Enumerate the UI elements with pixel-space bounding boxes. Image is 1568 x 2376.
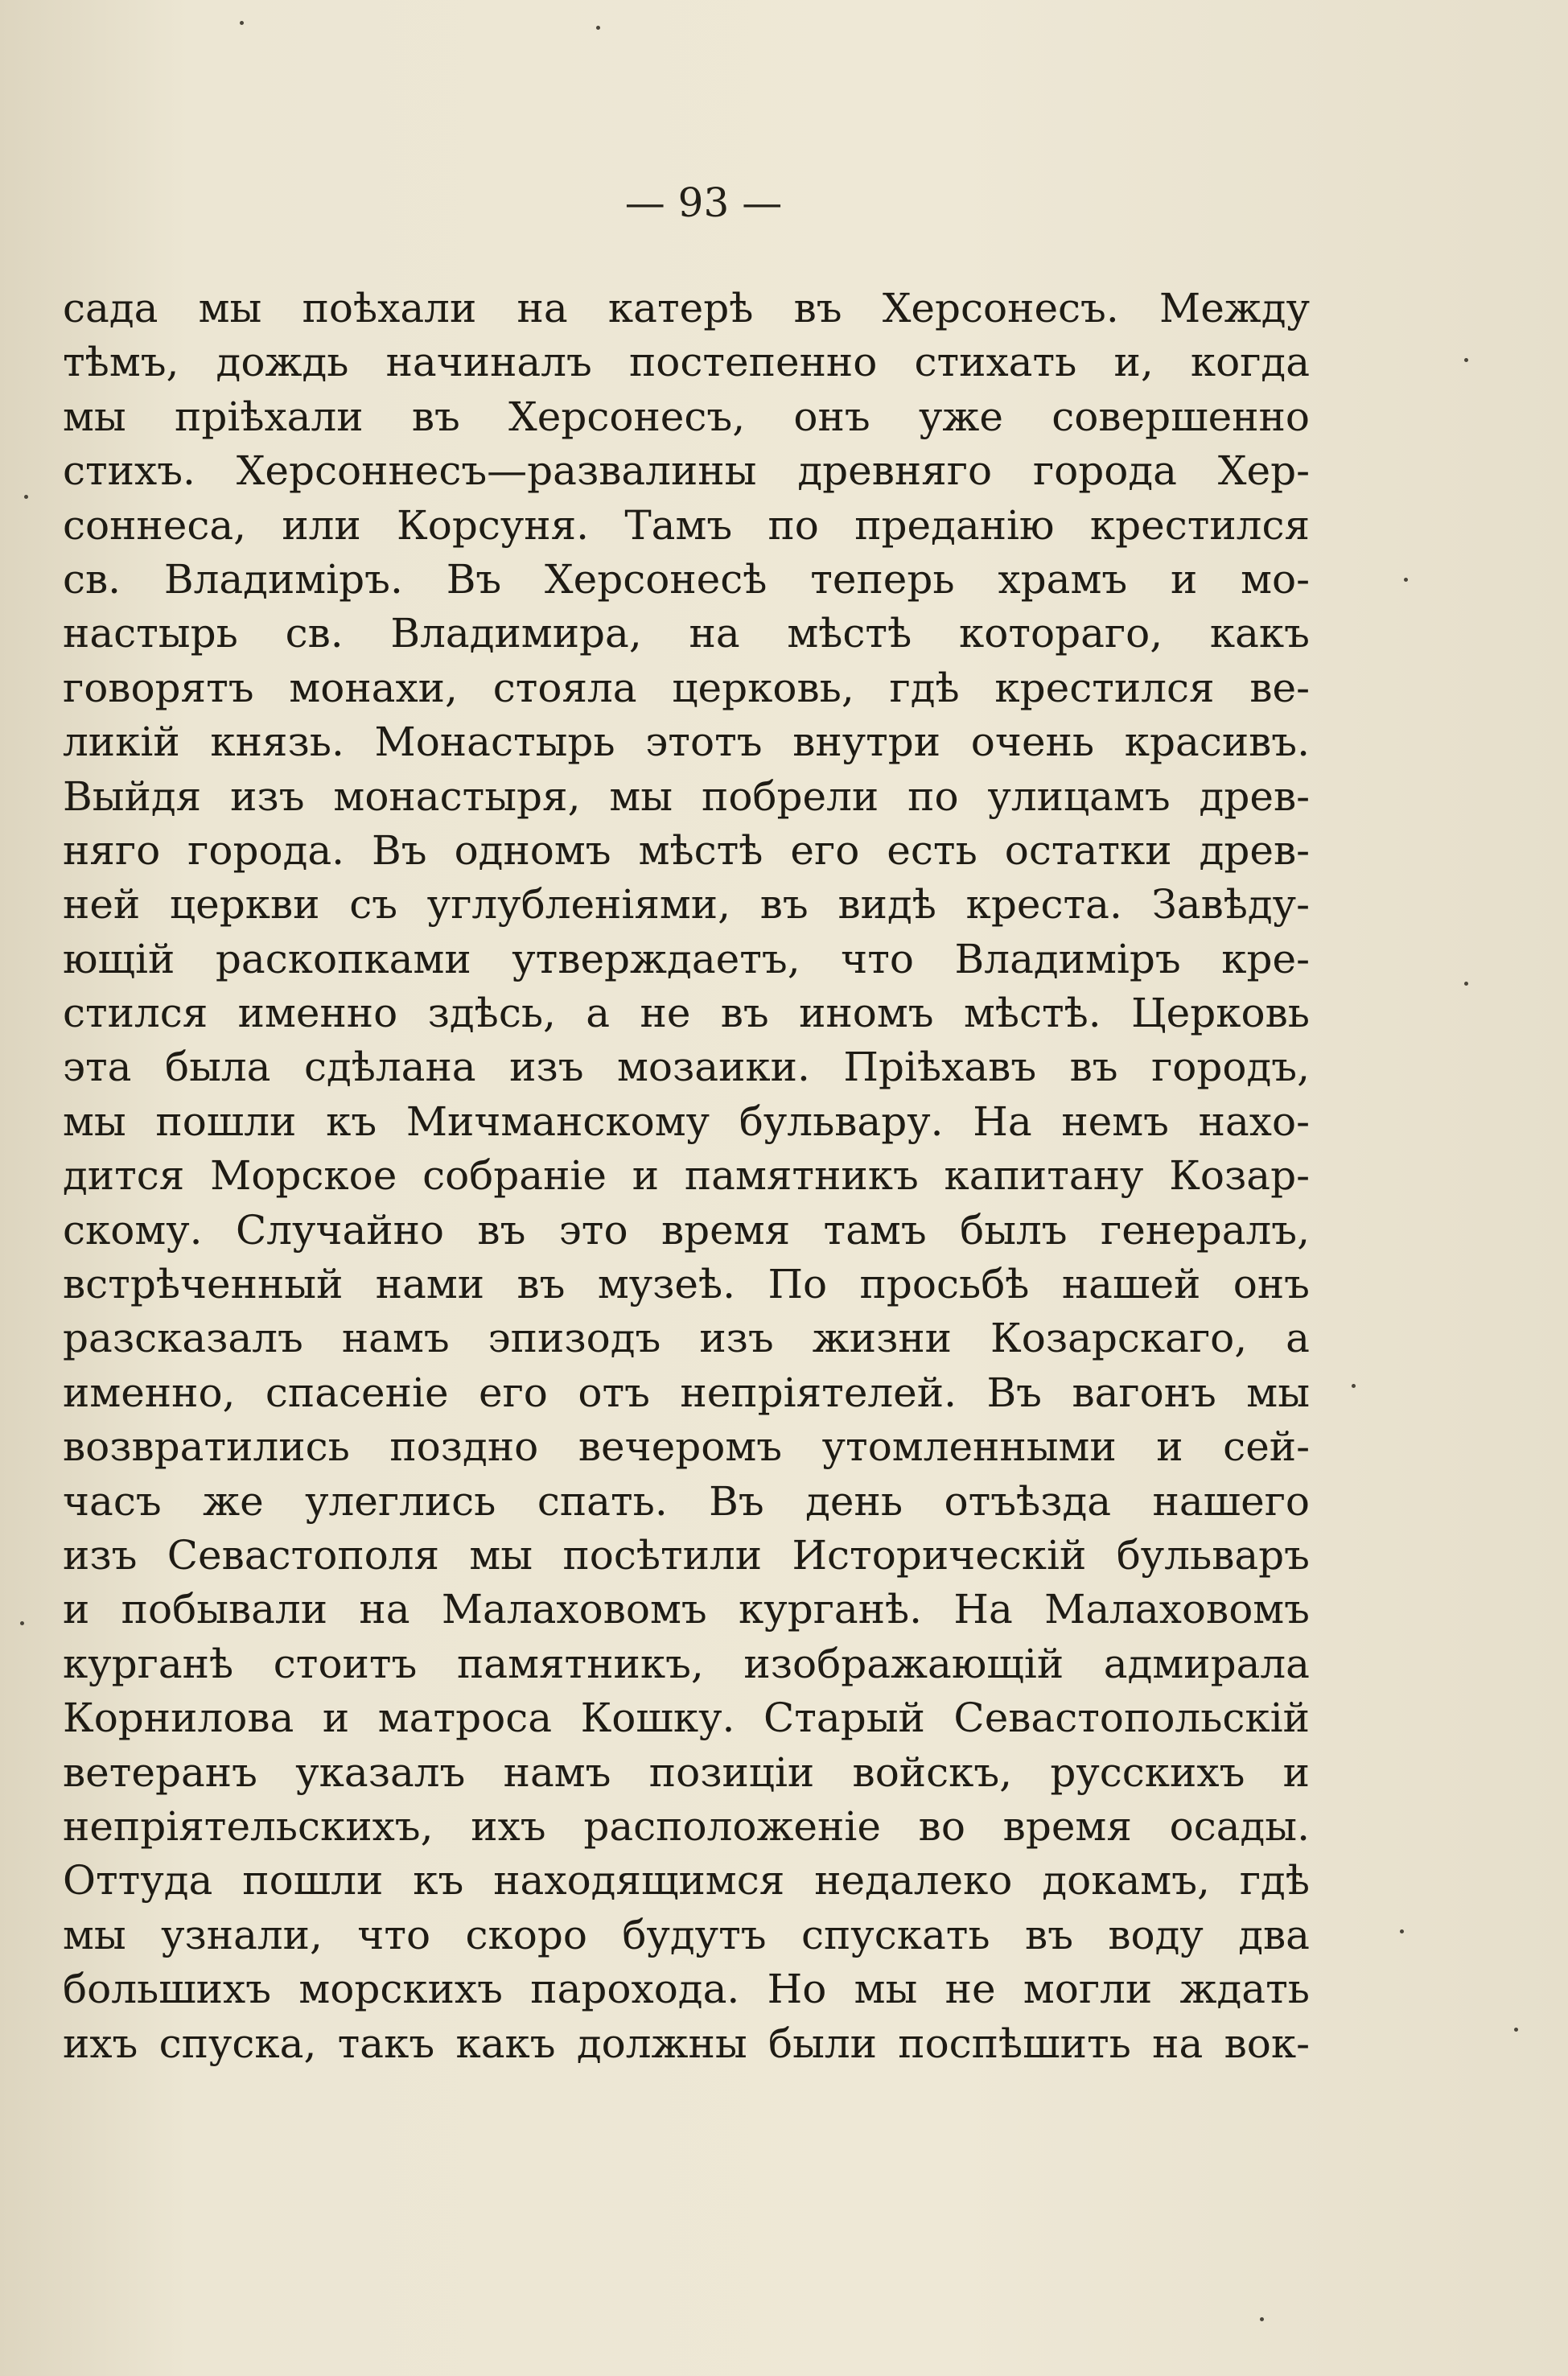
text-line: скому. Случайно въ это время тамъ былъ генералъ, [63, 1206, 1310, 1254]
text-line: курганѣ стоитъ памятникъ, изображающій адмирала [63, 1640, 1310, 1687]
text-line: часъ же улеглись спать. Въ день отъѣзда нашего [63, 1477, 1310, 1525]
text-line: св. Владиміръ. Въ Херсонесѣ теперь храмъ и мо- [63, 555, 1310, 603]
scan-speck [1352, 1384, 1356, 1388]
text-line: мы узнали, что скоро будутъ спускать въ воду два [63, 1911, 1310, 1958]
scan-speck [596, 26, 600, 30]
scan-speck [20, 1621, 24, 1625]
text-line: соннеса, или Корсуня. Тамъ по преданію крестился [63, 501, 1310, 549]
text-line: настырь св. Владимира, на мѣстѣ котораго, какъ [63, 610, 1310, 657]
text-line: ликій князь. Монастырь этотъ внутри очень красивъ. [63, 719, 1310, 766]
text-line: мы пріѣхали въ Херсонесъ, онъ уже совершенно [63, 393, 1310, 440]
text-line: сада мы поѣхали на катерѣ въ Херсонесъ. Между [63, 285, 1310, 331]
text-line: ветеранъ указалъ намъ позиціи войскъ, русскихъ и [63, 1748, 1310, 1796]
body-text [63, 282, 1310, 2071]
page-number: — 93 — [624, 179, 783, 226]
scan-speck [1464, 358, 1468, 362]
text-line: стился именно здѣсь, а не въ иномъ мѣстѣ. Церковь [63, 990, 1310, 1037]
text-line: возвратились поздно вечеромъ утомленными и сей- [63, 1423, 1310, 1471]
scan-speck [240, 21, 244, 25]
scan-speck [1464, 982, 1468, 986]
text-line: стихъ. Херсоннесъ—развалины древняго города Хер- [63, 447, 1310, 495]
text-line: няго города. Въ одномъ мѣстѣ его есть остатки древ- [63, 826, 1310, 874]
text-line: разсказалъ намъ эпизодъ изъ жизни Козарскаго, а [63, 1315, 1310, 1362]
text-line: говорятъ монахи, стояла церковь, гдѣ крестился ве- [63, 664, 1310, 711]
text-line: именно, спасеніе его отъ непріятелей. Въ вагонъ мы [63, 1369, 1310, 1416]
text-line: ющій раскопками утверждаетъ, что Владиміръ кре- [63, 935, 1310, 982]
scan-speck [1404, 578, 1408, 582]
scan-speck [1260, 2317, 1264, 2321]
text-line: дится Морское собраніе и памятникъ капитану Козар- [63, 1152, 1310, 1200]
text-line: Выйдя изъ монастыря, мы побрели по улицамъ древ- [63, 772, 1310, 820]
text-line: мы пошли къ Мичманскому бульвару. На немъ нахо- [63, 1097, 1310, 1145]
text-line: большихъ морскихъ парохода. Но мы не могли ждать [63, 1966, 1310, 2013]
text-line: и побывали на Малаховомъ курганѣ. На Малаховомъ [63, 1586, 1310, 1633]
text-line: тѣмъ, дождь начиналъ постепенно стихать и, когда [63, 339, 1310, 386]
text-line: эта была сдѣлана изъ мозаики. Пріѣхавъ въ городъ, [63, 1044, 1310, 1091]
text-line: изъ Севастополя мы посѣтили Историческій бульваръ [63, 1531, 1310, 1579]
text-line: ихъ спуска, такъ какъ должны были поспѣшить на вок- [63, 2020, 1310, 2067]
scan-speck [24, 495, 28, 499]
text-line: Корнилова и матроса Кошку. Старый Севастопольскій [63, 1694, 1310, 1742]
text-line: ней церкви съ углубленіями, въ видѣ креста. Завѣду- [63, 881, 1310, 929]
text-line: встрѣченный нами въ музеѣ. По просьбѣ нашей онъ [63, 1261, 1310, 1308]
scan-speck [1514, 2028, 1518, 2032]
scan-speck [1400, 1929, 1404, 1933]
text-line: непріятельскихъ, ихъ расположеніе во время осады. [63, 1802, 1310, 1850]
text-line: Оттуда пошли къ находящимся недалеко докамъ, гдѣ [63, 1857, 1310, 1905]
